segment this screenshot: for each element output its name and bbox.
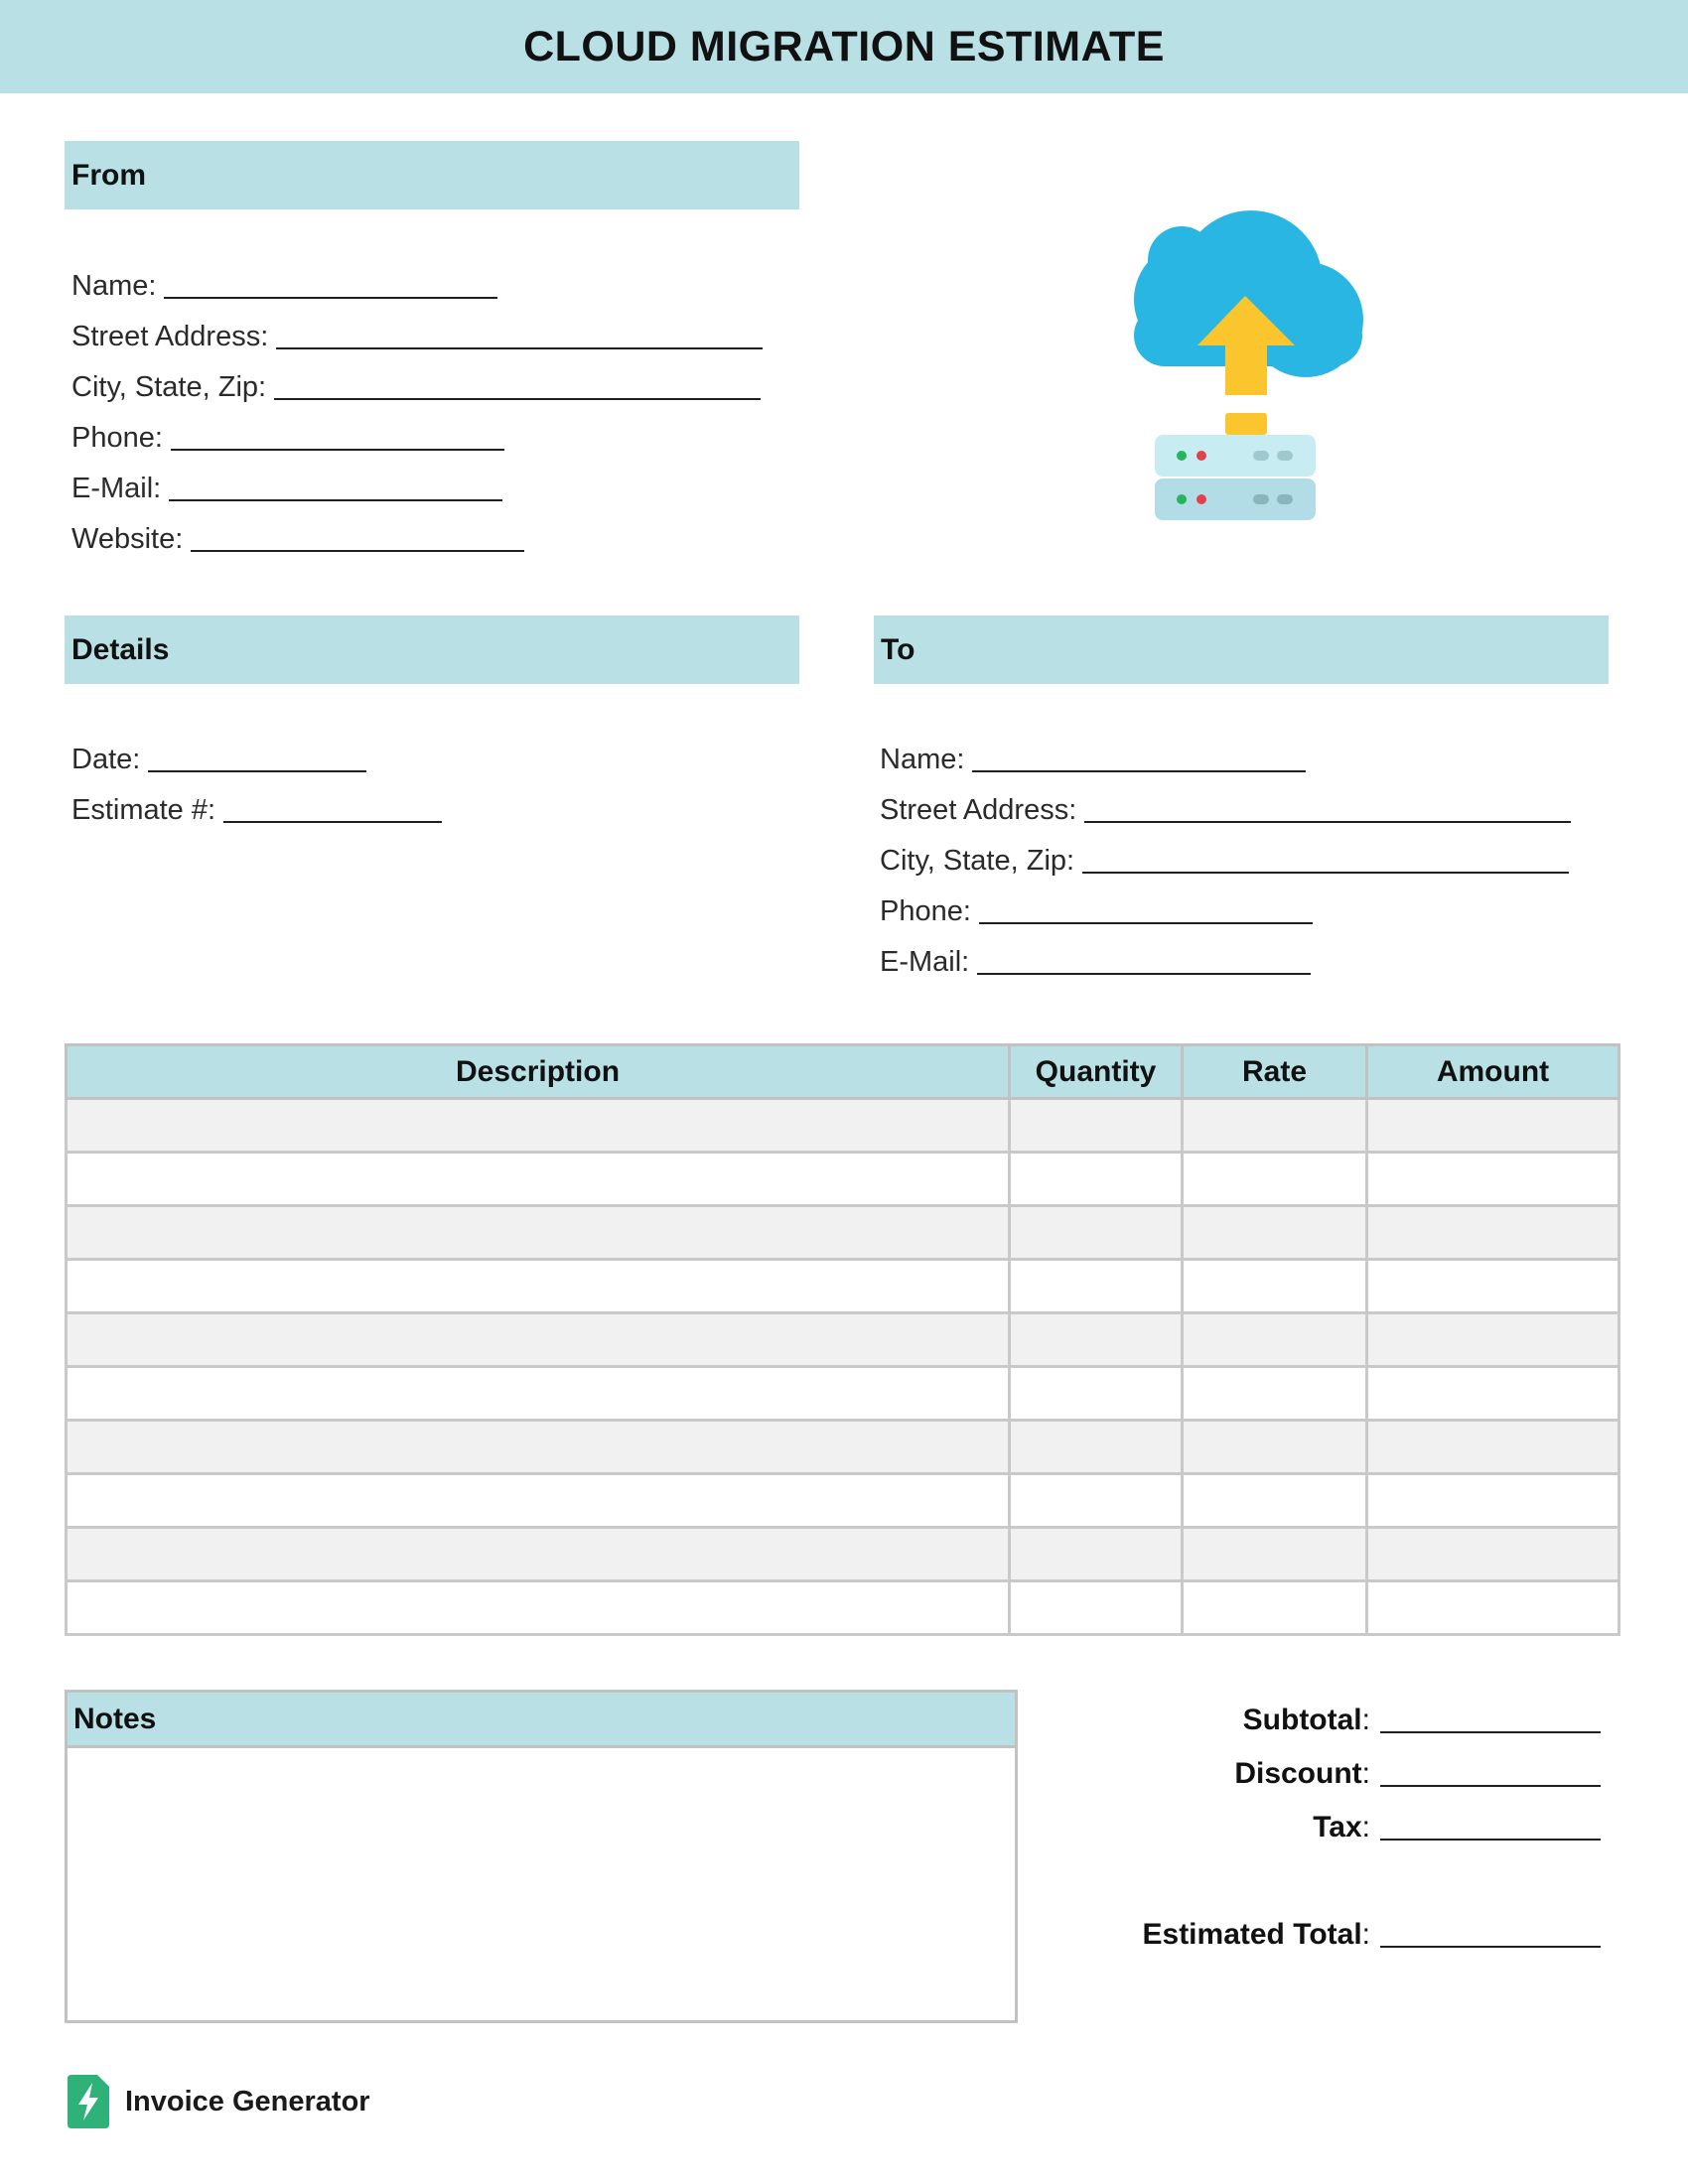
- from-city-input[interactable]: [274, 368, 761, 400]
- amount-cell[interactable]: [1367, 1367, 1619, 1421]
- from-name-field: [71, 263, 497, 303]
- table-row: [67, 1206, 1619, 1260]
- to-street-field: [880, 787, 1571, 827]
- rate-cell[interactable]: [1183, 1153, 1367, 1206]
- rate-cell[interactable]: [1183, 1581, 1367, 1635]
- amount-cell[interactable]: [1367, 1421, 1619, 1474]
- details-heading: Details: [71, 632, 170, 666]
- amount-cell[interactable]: [1367, 1153, 1619, 1206]
- page-header: [0, 0, 1688, 93]
- tax-label: Tax: [1313, 1811, 1362, 1843]
- column-header-quantity: Quantity: [1010, 1045, 1183, 1099]
- description-cell[interactable]: [67, 1528, 1010, 1581]
- description-cell[interactable]: [67, 1206, 1010, 1260]
- to-name-field: [880, 737, 1306, 776]
- description-cell[interactable]: [67, 1474, 1010, 1528]
- amount-cell[interactable]: [1367, 1581, 1619, 1635]
- quantity-cell[interactable]: [1010, 1581, 1183, 1635]
- table-row: [67, 1474, 1619, 1528]
- column-header-rate: Rate: [1183, 1045, 1367, 1099]
- rate-cell[interactable]: [1183, 1421, 1367, 1474]
- quantity-cell[interactable]: [1010, 1421, 1183, 1474]
- subtotal-input[interactable]: [1380, 1702, 1601, 1733]
- estimate-number-label: Estimate #:: [71, 794, 216, 826]
- to-street-input[interactable]: [1084, 791, 1571, 823]
- table-row: [67, 1313, 1619, 1367]
- subtotal-label: Subtotal: [1242, 1704, 1362, 1736]
- to-city-field: [880, 838, 1569, 878]
- from-email-label: E-Mail:: [71, 473, 162, 504]
- to-phone-input[interactable]: [979, 892, 1313, 924]
- to-street-label: Street Address:: [880, 794, 1077, 826]
- estimated-total-row: Estimated Total :: [993, 1908, 1601, 1952]
- to-name-label: Name:: [880, 744, 965, 775]
- from-email-field: [71, 466, 502, 505]
- from-street-input[interactable]: [276, 318, 763, 349]
- column-header-description: Description: [67, 1045, 1010, 1099]
- to-email-label: E-Mail:: [880, 946, 970, 978]
- from-name-input[interactable]: [164, 267, 497, 299]
- amount-cell[interactable]: [1367, 1474, 1619, 1528]
- from-city-label: City, State, Zip:: [71, 371, 267, 403]
- discount-input[interactable]: [1380, 1755, 1601, 1787]
- to-heading: To: [881, 632, 915, 666]
- description-cell[interactable]: [67, 1313, 1010, 1367]
- date-label: Date:: [71, 744, 141, 775]
- to-section-header: [874, 615, 1609, 684]
- cloud-upload-illustration: [1122, 210, 1370, 528]
- description-cell[interactable]: [67, 1367, 1010, 1421]
- description-cell[interactable]: [67, 1421, 1010, 1474]
- from-section-header: [65, 141, 799, 209]
- amount-cell[interactable]: [1367, 1099, 1619, 1153]
- subtotal-row: Subtotal :: [993, 1694, 1601, 1737]
- quantity-cell[interactable]: [1010, 1313, 1183, 1367]
- quantity-cell[interactable]: [1010, 1474, 1183, 1528]
- details-section-header: [65, 615, 799, 684]
- to-phone-field: [880, 888, 1313, 928]
- estimate-number-field: [71, 787, 442, 827]
- notes-heading: Notes: [73, 1702, 157, 1735]
- table-header-row: [67, 1045, 1619, 1099]
- quantity-cell[interactable]: [1010, 1260, 1183, 1313]
- to-name-input[interactable]: [972, 741, 1306, 772]
- from-phone-label: Phone:: [71, 422, 163, 454]
- column-header-amount: Amount: [1367, 1045, 1619, 1099]
- date-input[interactable]: [148, 741, 366, 772]
- from-website-input[interactable]: [191, 520, 524, 552]
- tax-input[interactable]: [1380, 1809, 1601, 1841]
- to-phone-label: Phone:: [880, 895, 971, 927]
- description-cell[interactable]: [67, 1260, 1010, 1313]
- estimated-total-input[interactable]: [1380, 1916, 1601, 1948]
- rate-cell[interactable]: [1183, 1474, 1367, 1528]
- rate-cell[interactable]: [1183, 1313, 1367, 1367]
- amount-cell[interactable]: [1367, 1528, 1619, 1581]
- rate-cell[interactable]: [1183, 1528, 1367, 1581]
- discount-label: Discount: [1234, 1757, 1362, 1790]
- quantity-cell[interactable]: [1010, 1153, 1183, 1206]
- to-email-input[interactable]: [977, 943, 1311, 975]
- from-street-field: [71, 314, 763, 353]
- table-row: [67, 1153, 1619, 1206]
- date-field: [71, 737, 366, 776]
- line-items-table: [65, 1043, 1620, 1636]
- from-heading: From: [71, 158, 146, 192]
- from-city-field: [71, 364, 761, 404]
- description-cell[interactable]: [67, 1099, 1010, 1153]
- from-email-input[interactable]: [169, 470, 502, 501]
- estimate-number-input[interactable]: [223, 791, 442, 823]
- to-city-input[interactable]: [1082, 842, 1569, 874]
- notes-header: [68, 1693, 1015, 1748]
- page-title: CLOUD MIGRATION ESTIMATE: [523, 22, 1165, 70]
- description-cell[interactable]: [67, 1581, 1010, 1635]
- to-city-label: City, State, Zip:: [880, 845, 1075, 877]
- table-row: [67, 1367, 1619, 1421]
- notes-box: [65, 1690, 1018, 2023]
- quantity-cell[interactable]: [1010, 1367, 1183, 1421]
- table-row: [67, 1421, 1619, 1474]
- tax-row: Tax :: [993, 1801, 1601, 1844]
- from-website-label: Website:: [71, 523, 184, 555]
- table-row: [67, 1099, 1619, 1153]
- lightning-bolt-icon: [68, 2075, 109, 2128]
- to-email-field: [880, 939, 1311, 979]
- quantity-cell[interactable]: [1010, 1206, 1183, 1260]
- table-row: [67, 1260, 1619, 1313]
- rate-cell[interactable]: [1183, 1099, 1367, 1153]
- discount-row: Discount :: [993, 1747, 1601, 1791]
- estimated-total-label: Estimated Total: [1142, 1918, 1362, 1951]
- from-phone-field: [71, 415, 504, 455]
- rate-cell[interactable]: [1183, 1206, 1367, 1260]
- cloud-server-icon: [1122, 210, 1370, 528]
- quantity-cell[interactable]: [1010, 1528, 1183, 1581]
- description-cell[interactable]: [67, 1153, 1010, 1206]
- amount-cell[interactable]: [1367, 1206, 1619, 1260]
- amount-cell[interactable]: [1367, 1260, 1619, 1313]
- rate-cell[interactable]: [1183, 1260, 1367, 1313]
- from-name-label: Name:: [71, 270, 157, 302]
- invoice-generator-brand[interactable]: [68, 2075, 370, 2128]
- amount-cell[interactable]: [1367, 1313, 1619, 1367]
- from-phone-input[interactable]: [171, 419, 504, 451]
- table-row: [67, 1581, 1619, 1635]
- rate-cell[interactable]: [1183, 1367, 1367, 1421]
- from-street-label: Street Address:: [71, 321, 269, 352]
- table-row: [67, 1528, 1619, 1581]
- from-website-field: [71, 516, 524, 556]
- brand-name: Invoice Generator: [125, 2085, 370, 2117]
- notes-textarea[interactable]: [68, 1748, 1015, 1764]
- quantity-cell[interactable]: [1010, 1099, 1183, 1153]
